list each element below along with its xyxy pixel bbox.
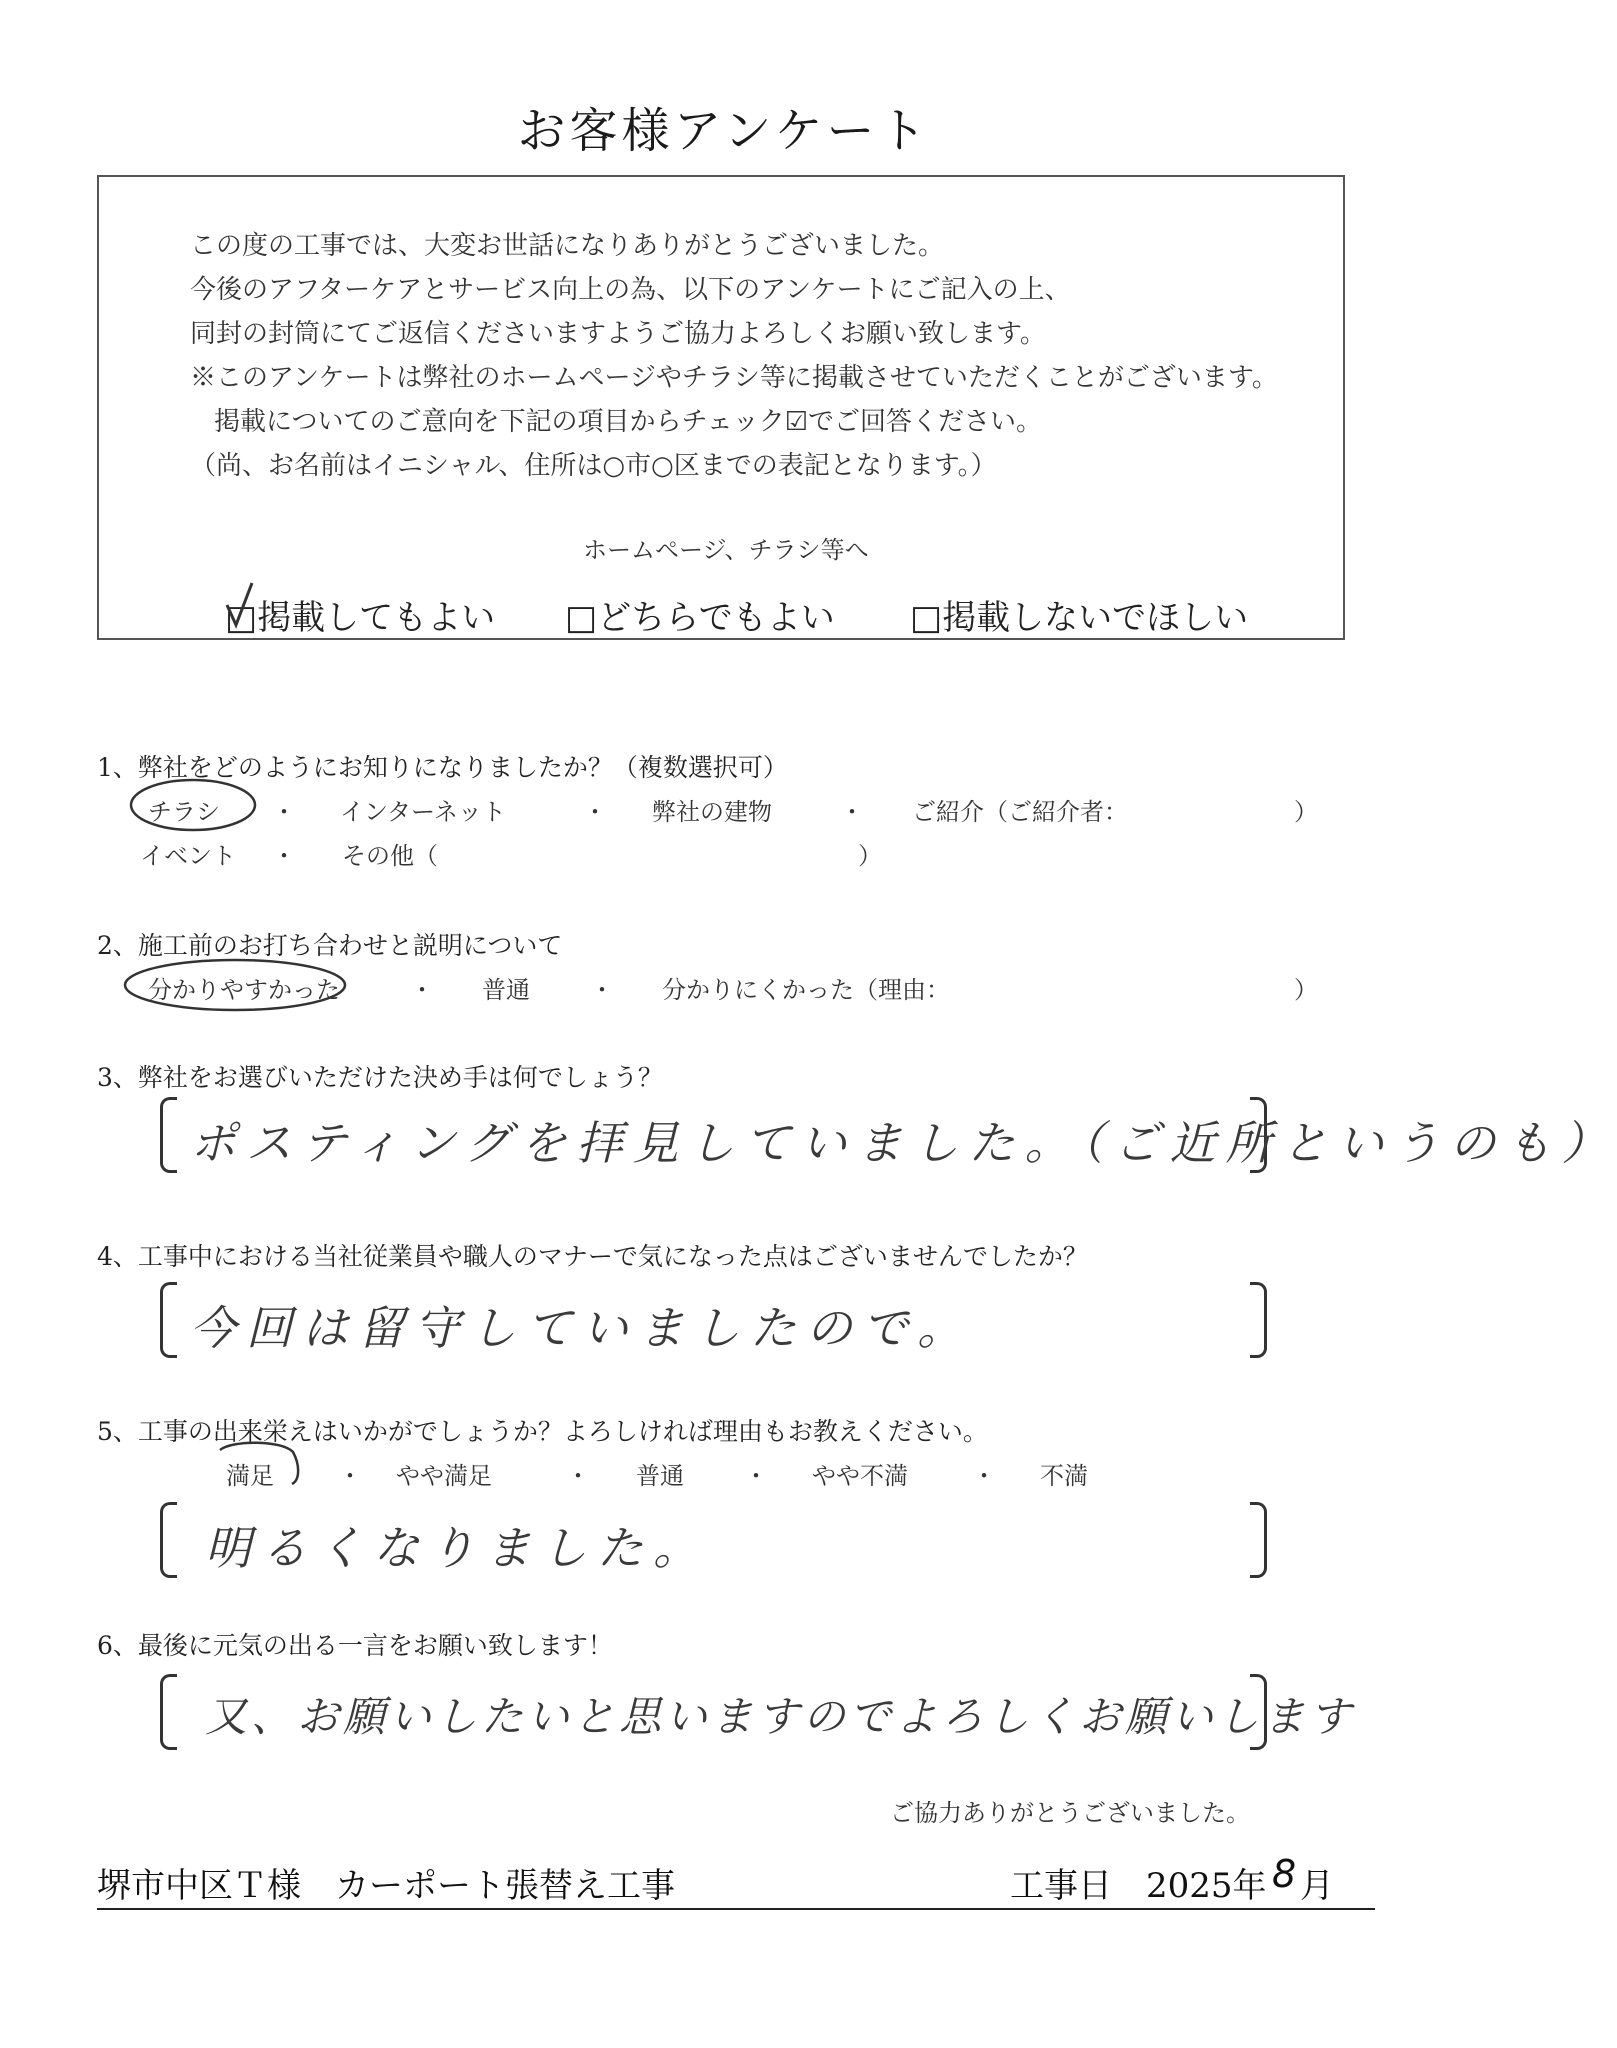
intro-line: （尚、お名前はイニシャル、住所は○市○区までの表記となります。） [190, 451, 997, 481]
consent-check-mark [227, 583, 252, 625]
q5-option-somewhat-satisfied[interactable]: やや満足 [396, 1462, 492, 1490]
q1-option-other[interactable]: その他（ [342, 842, 438, 870]
intro-line: ※このアンケートは弊社のホームページやチラシ等に掲載させていただくことがございます。 [190, 363, 1278, 393]
closing-thanks: ご協力ありがとうございました。 [890, 1799, 1250, 1827]
question-1: 1、弊社をどのようにお知りになりましたか？（複数選択可） [97, 753, 788, 782]
consent-label: ホームページ、チラシ等へ [583, 536, 869, 564]
question-5: 5、工事の出来栄えはいかがでしょうか？よろしければ理由もお教えください。 [97, 1417, 988, 1446]
q5-separator: ・ [744, 1462, 768, 1490]
q5-separator: ・ [338, 1462, 362, 1490]
footer-month-suffix: 月 [1300, 1866, 1334, 1906]
consent-option-either[interactable]: □どちらでもよい [565, 598, 835, 638]
q2-separator: ・ [590, 976, 614, 1004]
selection-circle-flyer [131, 780, 255, 830]
intro-line: 掲載についてのご意向を下記の項目からチェック☑でご回答ください。 [214, 407, 1043, 437]
q5-option-dissatisfied[interactable]: 不満 [1040, 1462, 1088, 1490]
q1-option-building[interactable]: 弊社の建物 [652, 798, 772, 826]
consent-option-no[interactable]: □掲載しないでほしい [910, 598, 1249, 638]
q4-answer[interactable]: 今回は留守していましたので。 [190, 1301, 974, 1355]
q6-answer[interactable]: 又、お願いしたいと思いますのでよろしくお願いします [205, 1692, 1356, 1741]
q1-separator: ・ [583, 798, 607, 826]
consent-option-ok[interactable]: □掲載してもよい [225, 598, 496, 638]
q3-answer[interactable]: ポスティングを拝見していました。（ご近所というのも） [190, 1116, 1617, 1170]
q5-option-normal[interactable]: 普通 [636, 1462, 684, 1490]
footer-month: 8 [1272, 1852, 1297, 1896]
question-6: 6、最後に元気の出る一言をお願い致します！ [97, 1631, 613, 1660]
q2-paren-close: ） [1294, 976, 1318, 1004]
intro-line: 同封の封筒にてご返信くださいますようご協力よろしくお願い致します。 [190, 319, 1046, 349]
q1-option-internet[interactable]: インターネット [340, 798, 506, 826]
selection-circle-clear [125, 960, 345, 1010]
intro-line: この度の工事では、大変お世話になりありがとうございました。 [190, 231, 945, 261]
q1-separator: ・ [272, 798, 296, 826]
q1-option-flyer[interactable]: チラシ [148, 798, 220, 826]
q2-option-normal[interactable]: 普通 [482, 976, 530, 1004]
q2-option-unclear[interactable]: 分かりにくかった（理由： [662, 976, 950, 1004]
q5-separator: ・ [566, 1462, 590, 1490]
question-2: 2、施工前のお打ち合わせと説明について [97, 931, 563, 960]
q1-separator: ・ [272, 842, 296, 870]
q1-separator: ・ [840, 798, 864, 826]
q5-option-satisfied[interactable]: 満足 [226, 1462, 274, 1490]
q2-option-clear[interactable]: 分かりやすかった [148, 976, 340, 1004]
page-title: お客様アンケート [517, 103, 931, 159]
question-3: 3、弊社をお選びいただけた決め手は何でしょう？ [97, 1063, 663, 1092]
q1-paren-close: ） [858, 842, 882, 870]
q5-separator: ・ [972, 1462, 996, 1490]
q2-separator: ・ [410, 976, 434, 1004]
selection-circle-satisfied [220, 1443, 298, 1484]
q1-option-referral[interactable]: ご紹介（ご紹介者： [912, 798, 1128, 826]
footer-customer: 堺市中区Ｔ様 カーポート張替え工事 [97, 1866, 675, 1906]
q1-paren-close: ） [1294, 798, 1318, 826]
footer-date-label: 工事日 2025年 [1010, 1866, 1267, 1906]
q5-answer[interactable]: 明るくなりました。 [205, 1521, 709, 1575]
question-4: 4、工事中における当社従業員や職人のマナーで気になった点はございませんでしたか？ [97, 1242, 1088, 1271]
q5-option-somewhat-dissatisfied[interactable]: やや不満 [812, 1462, 908, 1490]
intro-line: 今後のアフターケアとサービス向上の為、以下のアンケートにご記入の上、 [190, 275, 1071, 305]
q1-option-event[interactable]: イベント [140, 842, 236, 870]
